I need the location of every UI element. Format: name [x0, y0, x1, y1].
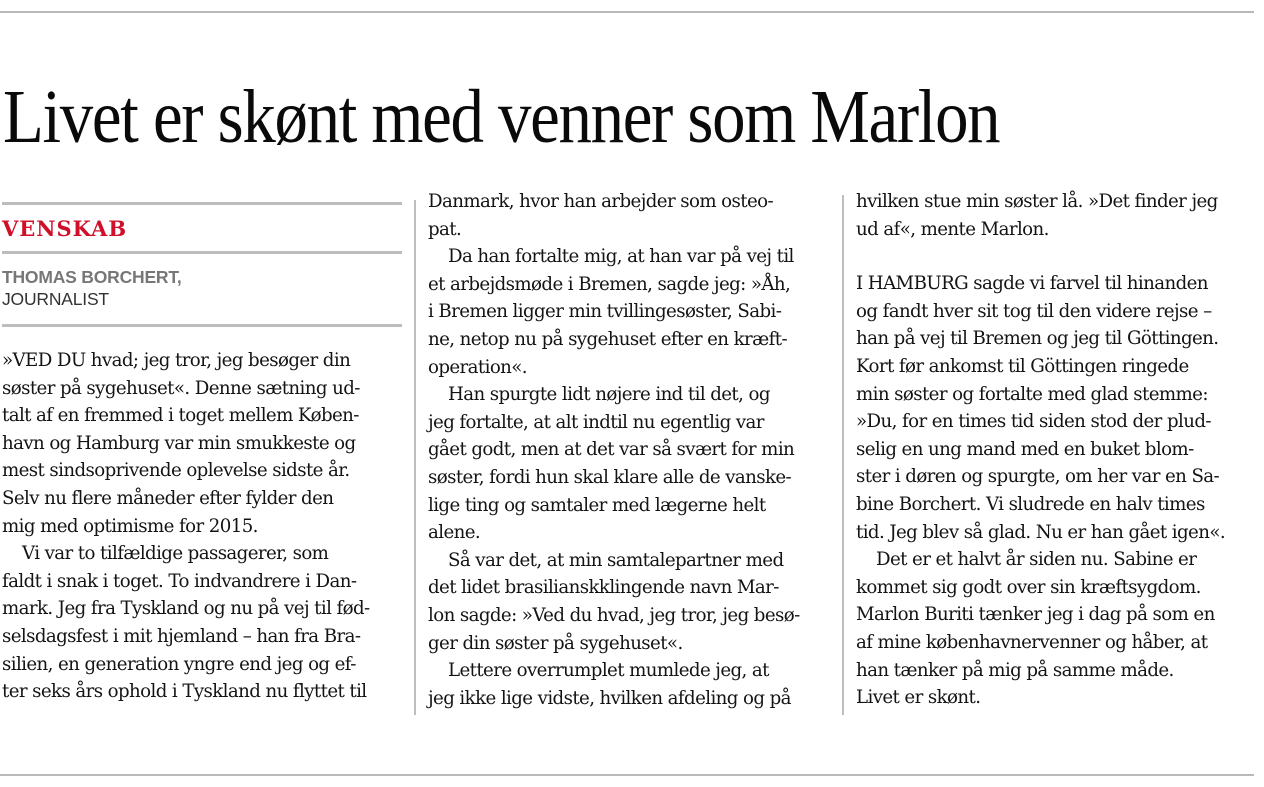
text-line: faldt i snak i toget. To indvandrere i Dan-	[2, 570, 357, 592]
paragraph-gap	[856, 243, 1256, 270]
article-column-1	[2, 188, 402, 706]
text-line: mark. Jeg fra Tyskland og nu på vej til fød-	[2, 598, 370, 620]
section-rule	[2, 202, 402, 205]
text-line: tid. Jeg blev så glad. Nu er han gået igen«.	[856, 521, 1226, 543]
text-line: ger din søster på sygehuset«.	[428, 632, 683, 654]
text-line: søster på sygehuset«. Denne sætning ud-	[2, 377, 360, 399]
text-line: Selv nu flere måneder efter fylder den	[2, 487, 334, 509]
text-line: ster i døren og spurgte, om her var en Sa-	[856, 466, 1220, 488]
byline	[2, 266, 402, 310]
paragraph	[2, 540, 402, 706]
text-line: pat.	[428, 218, 462, 240]
author-role: JOURNALIST	[2, 289, 109, 309]
headline: Livet er skønt med venner som Marlon	[3, 75, 1000, 159]
text-line: han tænker på mig på samme måde.	[856, 659, 1174, 681]
top-rule	[0, 11, 1254, 13]
text-line: søster, fordi hun skal klare alle de vanske-	[428, 466, 792, 488]
text-line: selig en ung mand med en buket blom-	[856, 438, 1194, 460]
text-line: i Bremen ligger min tvillingesøster, Sabi-	[428, 301, 782, 323]
text-line: ter seks års ophold i Tyskland nu flyttet til	[2, 681, 367, 703]
text-line: kommet sig godt over sin kræftsygdom.	[856, 576, 1201, 598]
text-line: Så var det, at min samtalepartner med	[448, 549, 784, 571]
text-line: han på vej til Bremen og jeg til Göttingen.	[856, 328, 1219, 350]
text-line: gået godt, men at det var så svært for min	[428, 439, 795, 461]
text-line: operation«.	[428, 356, 527, 378]
text-line: Kort før ankomst til Göttingen ringede	[856, 355, 1189, 377]
section-kicker: VENSKAB	[2, 216, 128, 241]
text-line: »Du, for en times tid siden stod der plud-	[856, 411, 1211, 433]
text-line: Marlon Buriti tænker jeg i dag på som en	[856, 604, 1215, 626]
bottom-rule	[0, 774, 1254, 776]
text-line: lige ting og samtaler med lægerne helt	[428, 494, 766, 516]
section-rule	[2, 324, 402, 327]
text-line: bine Borchert. Vi sludrede en halv times	[856, 493, 1205, 515]
article-column-2	[428, 188, 833, 712]
text-line: Da han fortalte mig, at han var på vej til	[448, 246, 794, 268]
text-line: Han spurgte lidt nøjere ind til det, og	[448, 384, 770, 406]
paragraph	[428, 547, 833, 657]
paragraph	[856, 188, 1256, 243]
text-line: alene.	[428, 522, 481, 544]
text-line: jeg ikke lige vidste, hvilken afdeling og på	[428, 687, 791, 709]
paragraph	[428, 657, 833, 712]
paragraph	[856, 270, 1256, 546]
author-name: THOMAS BORCHERT,	[2, 267, 182, 287]
text-line: I HAMBURG sagde vi farvel til hinanden	[856, 273, 1208, 295]
text-line: et arbejdsmøde i Bremen, sagde jeg: »Åh,	[428, 273, 791, 295]
text-line: lon sagde: »Ved du hvad, jeg tror, jeg besø-	[428, 604, 800, 626]
paragraph	[428, 381, 833, 547]
paragraph	[2, 347, 402, 540]
text-line: af mine københavnervenner og håber, at	[856, 631, 1208, 653]
text-line: havn og Hamburg var min smukkeste og	[2, 432, 356, 454]
text-line: Lettere overrumplet mumlede jeg, at	[448, 660, 769, 682]
text-line: Det er et halvt år siden nu. Sabine er	[876, 549, 1197, 571]
text-line: Livet er skønt.	[856, 687, 981, 709]
paragraph	[428, 188, 833, 243]
text-line: mest sindsoprivende oplevelse sidste år.	[2, 460, 350, 482]
section-rule	[2, 251, 402, 254]
text-line: talt af en fremmed i toget mellem Køben-	[2, 405, 359, 427]
text-line: ud af«, mente Marlon.	[856, 218, 1049, 240]
text-line: hvilken stue min søster lå. »Det finder jeg	[856, 191, 1218, 212]
text-line: selsdagsfest i mit hjemland – han fra Bra-	[2, 625, 361, 647]
paragraph	[428, 243, 833, 381]
text-line: Vi var to tilfældige passagerer, som	[22, 543, 329, 565]
text-line: mig med optimisme for 2015.	[2, 515, 258, 537]
paragraph	[856, 546, 1256, 712]
text-line: ne, netop nu på sygehuset efter en kræft-	[428, 328, 787, 350]
column-divider	[414, 200, 416, 715]
text-line: Danmark, hvor han arbejder som osteo-	[428, 191, 773, 212]
article-column-3	[856, 188, 1256, 712]
text-line: det lidet brasilianskklingende navn Mar-	[428, 577, 779, 599]
text-line: silien, en generation yngre end jeg og ef-	[2, 653, 356, 675]
column-divider	[842, 195, 844, 715]
text-line: og fandt hver sit tog til den videre rejse –	[856, 300, 1212, 322]
text-line: jeg fortalte, at alt indtil nu egentlig var	[428, 411, 764, 433]
text-line: »VED DU hvad; jeg tror, jeg besøger din	[2, 350, 351, 371]
text-line: min søster og fortalte med glad stemme:	[856, 383, 1208, 405]
